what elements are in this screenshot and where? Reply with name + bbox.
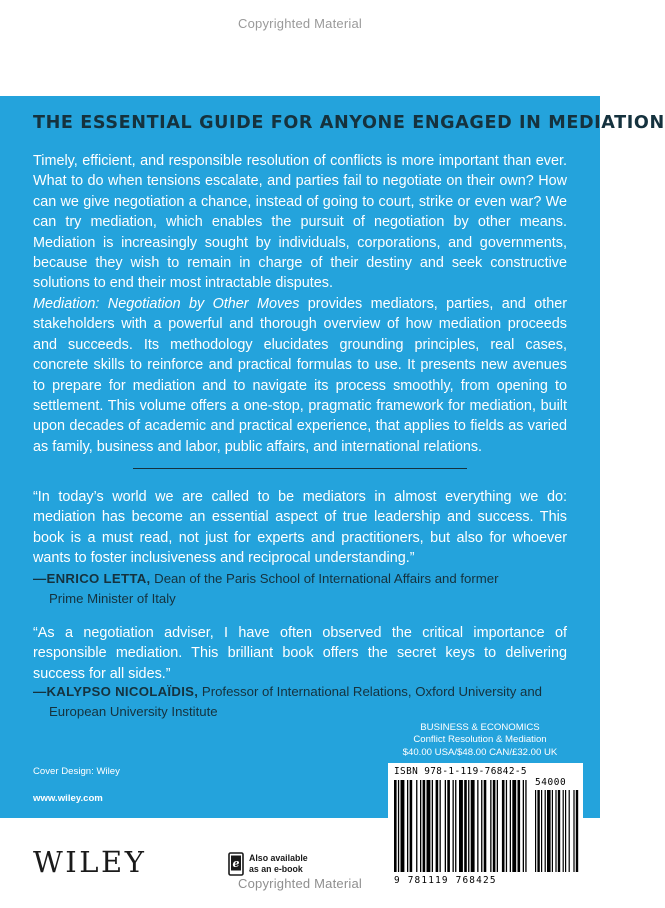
endorser-affiliation-1a: Dean of the Paris School of International Affairs and former [150, 571, 499, 586]
ebook-icon [228, 852, 244, 876]
book-title-italic: Mediation: Negotiation by Other Moves [33, 296, 300, 312]
endorsement-quote-2: “As a negotiation adviser, I have often observed the critical importance of responsible mediation. This brilliant book offers the secret keys to delivering success for all sides.” [33, 625, 567, 682]
cover-design-credit: Cover Design: Wiley [33, 766, 120, 777]
ebook-line-1: Also available [249, 853, 308, 863]
bisac-subcategory: Conflict Resolution & Mediation [413, 734, 547, 746]
price-code: 54000 [535, 777, 567, 788]
endorser-name-2: —KALYPSO NICOLAÏDIS, [33, 684, 199, 699]
bisac-category: BUSINESS & ECONOMICS [420, 722, 540, 733]
ebook-line-2: as an e-book [249, 864, 303, 874]
cover-headline: THE ESSENTIAL GUIDE FOR ANYONE ENGAGED IN MEDIATION [33, 113, 665, 133]
section-divider [133, 468, 467, 469]
description-paragraph-1: Timely, efficient, and responsible resolution of conflicts is more important than ever. What to do when tensions escalate, and parties fail to negotiate on their own? How can we give negotiation a chance, instead of going to court, strike or even war? We can try mediation, which enables the pursuit of negotiation by other means. Mediation is increasingly sought by individuals, corporations, and governments, because they wish to remain in charge of their destiny and seek constructive solutions to end their most intractable disputes. [33, 153, 567, 292]
publisher-website[interactable]: www.wiley.com [33, 793, 103, 804]
endorsement-attribution-2 [33, 682, 567, 721]
description-paragraph-2 [33, 294, 567, 457]
price-label: $40.00 USA/$48.00 CAN/£32.00 UK [402, 746, 558, 758]
isbn-number: ISBN 978-1-119-76842-5 [394, 766, 527, 777]
bisac-classification [380, 722, 580, 759]
endorsement-attribution-1 [33, 569, 567, 608]
wiley-logo: WILEY [33, 845, 147, 879]
description-paragraph-2-body: provides mediators, parties, and other stakeholders with a powerful and thorough overview of how mediation proceeds and succeeds. Its methodology elucidates grounding principles, real cases, concrete skills to reinforce and practical formulas to use. It presents new avenues to prepare for mediation and to navigate its process smoothly, from opening to settlement. This volume offers a one-stop, pragmatic framework for mediation, built upon decades of academic and practical experience, that applies to fields as varied as family, business and labor, public affairs, and international relations. [33, 296, 567, 455]
isbn-barcode-block [388, 763, 583, 890]
endorser-affiliation-2a: Professor of International Relations, Oxford University and [198, 684, 543, 699]
ean-digits: 9 781119 768425 [394, 875, 497, 886]
ebook-text [249, 853, 369, 875]
endorser-affiliation-1b: Prime Minister of Italy [49, 590, 176, 606]
ebook-icon-letter: e [232, 857, 240, 870]
endorsement-quote-1: “In today’s world we are called to be mediators in almost everything we do: mediation has become an essential aspect of true leadership and success. This book is a must read, not just for experts and practitioners, but also for whoever wants to foster inclusiveness and reciprocal understanding.” [33, 489, 567, 567]
copyright-watermark-bottom: Copyrighted Material [238, 876, 362, 891]
barcode-icon [388, 778, 583, 874]
copyright-watermark-top: Copyrighted Material [238, 16, 362, 31]
endorser-affiliation-2b: European University Institute [49, 703, 218, 719]
endorser-name-1: —ENRICO LETTA, [33, 571, 151, 586]
